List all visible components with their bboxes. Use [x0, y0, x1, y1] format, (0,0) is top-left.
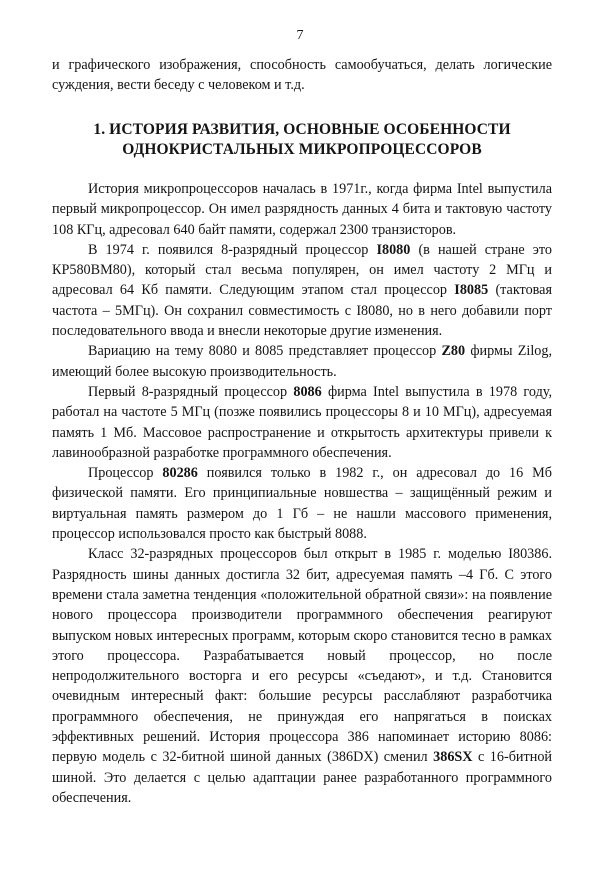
paragraph-6	[52, 544, 552, 808]
paragraph-6-bold-1: 386SX	[433, 749, 473, 766]
section-heading-line-1: 1. ИСТОРИЯ РАЗВИТИЯ, ОСНОВНЫЕ ОСОБЕННОСТИ	[93, 121, 511, 138]
paragraph-2-bold-2: I8085	[454, 282, 489, 299]
intro-text-block	[52, 55, 552, 96]
paragraph-3	[52, 341, 552, 382]
section-heading	[52, 120, 552, 160]
paragraph-4	[52, 382, 552, 463]
paragraph-4-part-2: фирма Intel выпустила в 1978 году, работал на частоте 5 МГц (позже появились процессоры 8 и 10 МГц), адресуемая память 1 Мб. Массовое распространение и открытость архитектуры привели к лавинообразной разработке программного обеспечения.	[52, 383, 553, 461]
paragraph-5-part-2: появился только в 1982 г., он адресовал до 16 Мб физической памяти. Его принципиальные новшества – защищённый режим и виртуальная память размером до 1 Гб – не нашли массового применения, процессор использовался просто как быстрый 8088.	[52, 465, 552, 543]
paragraph-3-bold-1: Z80	[441, 343, 466, 360]
paragraph-2-part-1: В 1974 г. появился 8-разрядный процессор	[88, 241, 377, 258]
paragraph-5	[52, 463, 552, 544]
paragraph-5-bold-1: 80286	[162, 465, 198, 482]
intro-paragraph: и графического изображения, способность самообучаться, делать логические суждения, вести беседу с человеком и т.д.	[52, 57, 552, 94]
paragraph-2	[52, 240, 552, 341]
paragraph-5-part-1: Процессор	[88, 465, 163, 482]
paragraph-3-part-2: фирмы Zilog, имеющий более высокую производительность.	[52, 343, 552, 380]
paragraph-1: История микропроцессоров началась в 1971г., когда фирма Intel выпустила первый микропроцессор. Он имел разрядность данных 4 бита и тактовую частоту 108 КГц, адресовал 640 байт памяти, содержал 2300 транзисторов.	[52, 181, 552, 238]
paragraph-2-part-2: (в нашей стране это КР580ВМ80), который стал весьма популярен, он имел частоту 2 МГц и адресовал 64 Кб памяти. Следующим этапом стал процессор	[52, 241, 552, 299]
paragraph-4-bold-1: 8086	[293, 383, 322, 400]
section-heading-line-2: ОДНОКРИСТАЛЬНЫХ МИКРОПРОЦЕССОРОВ	[122, 141, 482, 158]
paragraph-2-bold-1: I8080	[376, 241, 411, 258]
paragraph-6-part-1: Класс 32-разрядных процессоров был открыт в 1985 г. моделью I80386. Разрядность шины данных достигла 32 бит, адресуемая память –4 Гб. С этого времени стала заметна тенденция «положительной обратной связи»: на появление нового процессора производители программного обеспечения реагируют выпуском новых интересных программ, которым скоро становится тесно в рамках этого процессора. Разрабатывается новый процессор, но после непродолжительного восторга и его ресурсы «съедают», и т.д. Становится очевидным интересный факт: большие ресурсы расслабляют разработчика программного обеспечения, не принуждая его напрягаться в поисках эффективных решений. История процессора 386 напоминает историю 8086: первую модель с 32-битной шиной данных (386DX) сменил	[52, 546, 552, 766]
page-number: 7	[296, 28, 304, 43]
paragraph-2-part-3: (тактовая частота – 5МГц). Он сохранил совместимость с I8080, но в него добавили порт последовательного ввода и внесли некоторые другие изменения.	[52, 282, 552, 340]
body-text	[52, 179, 552, 808]
paragraph-3-part-1: Вариацию на тему 8080 и 8085 представляет процессор	[88, 343, 442, 360]
paragraph-6-part-2: с 16-битной шиной. Это делается с целью адаптации ранее разработанного программного обеспечения.	[52, 749, 552, 806]
paragraph-4-part-1: Первый 8-разрядный процессор	[88, 383, 294, 400]
